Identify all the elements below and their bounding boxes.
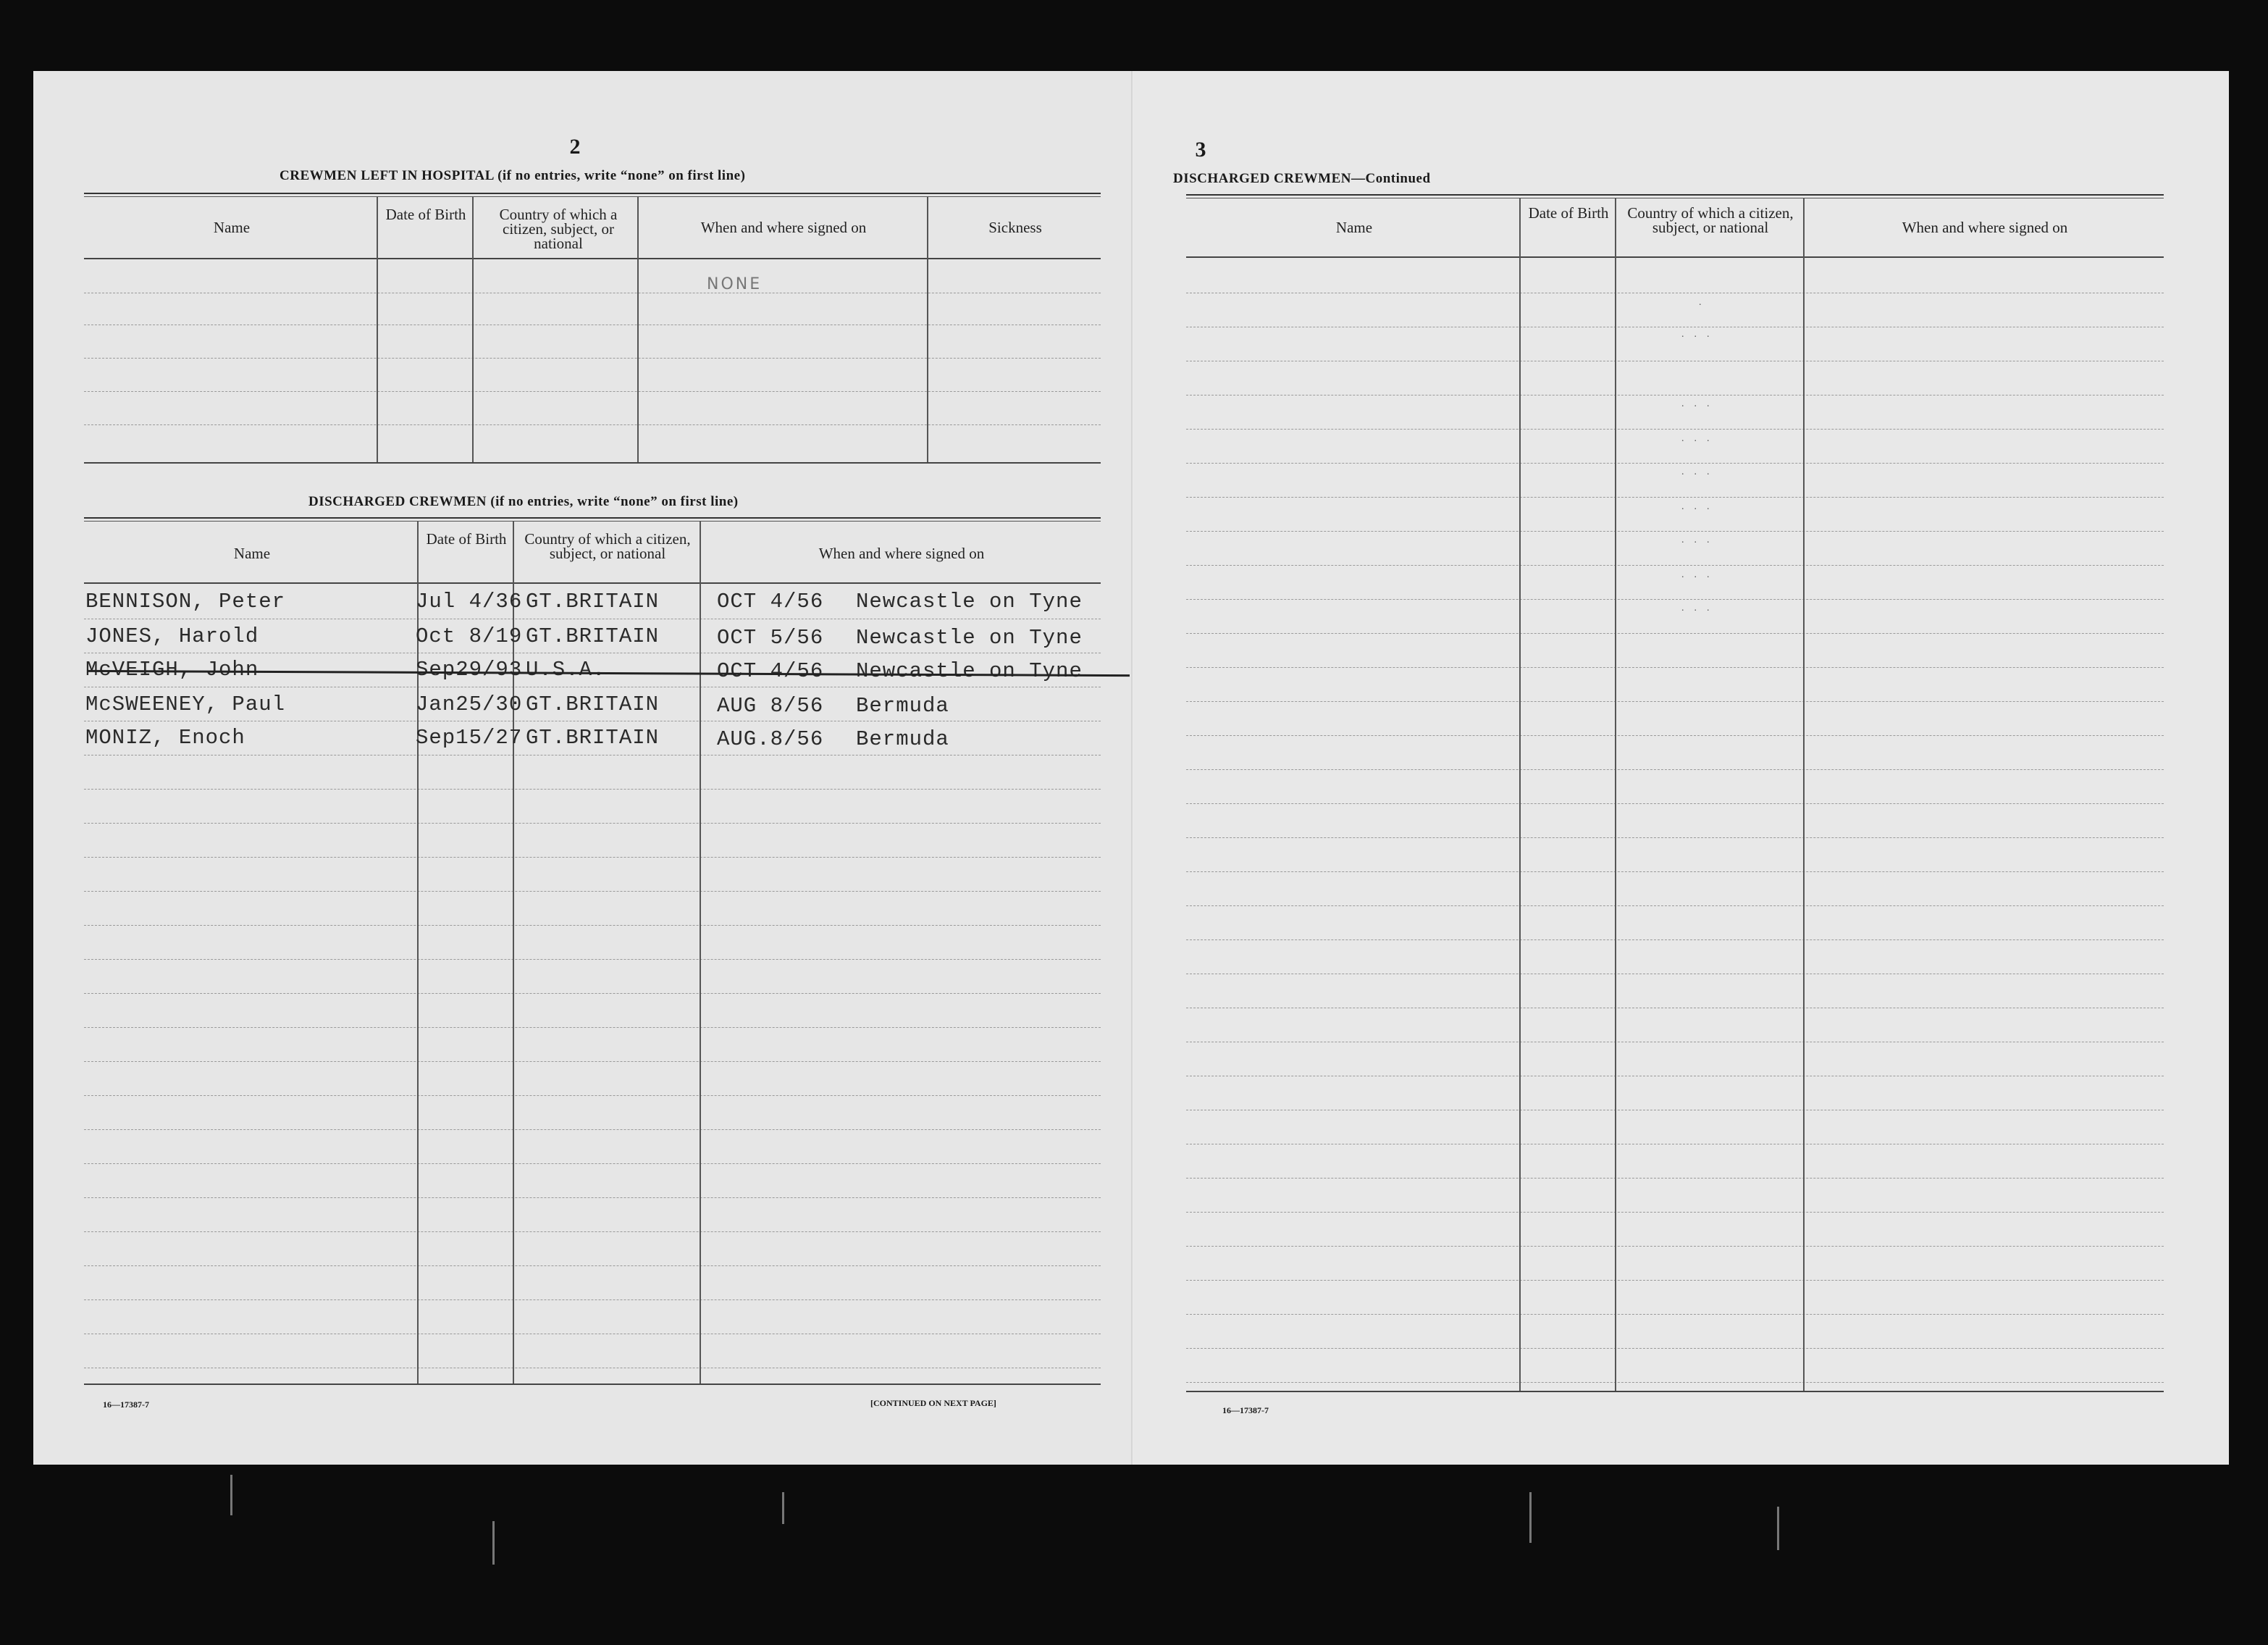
right-header-signed: When and where signed on — [1902, 219, 2068, 236]
scanned-document — [33, 71, 2229, 1465]
crew-signed-place: Newcastle on Tyne — [856, 590, 1083, 614]
row-line — [84, 1231, 1101, 1232]
hospital-header-rule — [84, 258, 1101, 259]
film-edge-mark — [1777, 1507, 1779, 1550]
hospital-header-dob: Date of Birth — [385, 206, 466, 223]
column-divider — [472, 197, 474, 462]
crew-country: GT.BRITAIN — [526, 726, 660, 750]
discharged-continued-title: DISCHARGED CREWMEN—Continued — [1173, 171, 1431, 186]
page-number: 2 — [569, 135, 581, 159]
crew-country: GT.BRITAIN — [526, 692, 660, 716]
row-line — [1186, 463, 2164, 464]
column-divider — [1615, 198, 1616, 1391]
discharged-top-rule — [84, 517, 1101, 522]
row-line — [84, 358, 1101, 359]
faint-dots: ... — [1681, 501, 1720, 512]
row-line — [1186, 803, 2164, 804]
film-edge-mark — [230, 1475, 232, 1515]
row-line — [84, 789, 1101, 790]
row-line — [84, 857, 1101, 858]
crew-signed-place: Newcastle on Tyne — [856, 626, 1083, 650]
form-number: 16—17387-7 — [1222, 1405, 1269, 1415]
right-top-rule — [1186, 194, 2164, 198]
column-divider — [700, 522, 701, 1384]
row-line — [1186, 1280, 2164, 1281]
crew-signed-date: OCT 4/56 — [717, 659, 824, 683]
hospital-none-entry: NONE — [707, 275, 763, 293]
right-header-name: Name — [1335, 219, 1373, 236]
crew-signed-date: AUG.8/56 — [717, 727, 824, 751]
row-line — [1186, 599, 2164, 600]
row-line — [84, 891, 1101, 892]
row-line — [1186, 1348, 2164, 1349]
page-number: 3 — [1195, 138, 1206, 162]
row-line — [84, 1061, 1101, 1062]
row-line — [1186, 497, 2164, 498]
faint-dots: ... — [1681, 433, 1720, 444]
crew-name: McSWEENEY, Paul — [85, 692, 286, 716]
row-line — [84, 925, 1101, 926]
row-line — [1186, 531, 2164, 532]
row-line — [1186, 1212, 2164, 1213]
crew-dob: Jul 4/36 — [416, 590, 523, 614]
crew-dob: Sep29/93 — [416, 658, 523, 682]
hospital-header-country: Country of which a citizen, subject, or national — [499, 206, 618, 252]
crew-dob: Oct 8/19 — [416, 624, 523, 648]
crew-name: MONIZ, Enoch — [85, 726, 245, 750]
right-header-rule — [1186, 256, 2164, 258]
row-line — [1186, 735, 2164, 736]
discharged-header-name: Name — [233, 545, 271, 562]
hospital-header-signed: When and where signed on — [700, 219, 867, 236]
faint-dots: ... — [1681, 603, 1720, 614]
crew-name: McVEIGH, John — [85, 658, 259, 682]
faint-dots: ... — [1681, 398, 1720, 409]
hospital-top-rule — [84, 193, 1101, 197]
faint-dots: ... — [1681, 466, 1720, 477]
row-line — [1186, 939, 2164, 940]
film-edge-mark — [492, 1521, 495, 1565]
column-divider — [513, 522, 514, 1384]
row-line — [1186, 871, 2164, 872]
right-header-dob: Date of Birth — [1528, 204, 1609, 222]
faint-dots: ... — [1681, 535, 1720, 545]
row-line — [1186, 1382, 2164, 1383]
crew-country: GT.BRITAIN — [526, 590, 660, 614]
crew-name: BENNISON, Peter — [85, 590, 286, 614]
discharged-bottom-rule — [84, 1384, 1101, 1385]
discharged-header-dob: Date of Birth — [426, 530, 507, 548]
row-line — [1186, 1246, 2164, 1247]
left-page — [33, 71, 1134, 1465]
hospital-bottom-rule — [84, 462, 1101, 464]
row-line — [84, 1027, 1101, 1028]
column-divider — [417, 522, 419, 1384]
row-line — [84, 1095, 1101, 1096]
row-line — [1186, 1314, 2164, 1315]
hospital-header-sickness: Sickness — [988, 219, 1042, 236]
row-line — [1186, 667, 2164, 668]
faint-dots: . — [1699, 297, 1712, 308]
crew-signed-place: Bermuda — [856, 727, 949, 751]
faint-dots: ... — [1681, 569, 1720, 580]
row-line — [84, 424, 1101, 425]
faint-dots: ... — [1681, 329, 1720, 340]
discharged-header-signed: When and where signed on — [818, 545, 985, 562]
film-edge-mark — [782, 1492, 784, 1524]
crew-signed-place: Bermuda — [856, 694, 949, 718]
row-line — [84, 1163, 1101, 1164]
row-line — [84, 1197, 1101, 1198]
crew-name: JONES, Harold — [85, 624, 259, 648]
discharged-header-country: Country of which a citizen, subject, or national — [524, 530, 691, 562]
continued-note: [CONTINUED ON NEXT PAGE] — [870, 1398, 996, 1408]
column-divider — [1519, 198, 1521, 1391]
hospital-header-name: Name — [213, 219, 251, 236]
crew-signed-date: AUG 8/56 — [717, 694, 824, 718]
crew-signed-date: OCT 4/56 — [717, 590, 824, 614]
column-divider — [377, 197, 378, 462]
row-line — [84, 1129, 1101, 1130]
crew-country: U.S.A. — [526, 658, 606, 682]
right-bottom-rule — [1186, 1391, 2164, 1392]
row-line — [84, 823, 1101, 824]
row-line — [1186, 701, 2164, 702]
crew-dob: Sep15/27 — [416, 726, 523, 750]
crew-country: GT.BRITAIN — [526, 624, 660, 648]
row-line — [84, 1299, 1101, 1300]
crew-signed-place: Newcastle on Tyne — [856, 659, 1083, 683]
form-number: 16—17387-7 — [103, 1399, 149, 1410]
discharged-header-rule — [84, 582, 1101, 584]
film-edge-mark — [1529, 1492, 1532, 1543]
column-divider — [927, 197, 928, 462]
crew-signed-date: OCT 5/56 — [717, 626, 824, 650]
right-header-country: Country of which a citizen, subject, or national — [1627, 204, 1794, 236]
column-divider — [1803, 198, 1805, 1391]
discharged-section-title: DISCHARGED CREWMEN (if no entries, write “none” on first line) — [308, 494, 739, 509]
row-line — [84, 993, 1101, 994]
row-line — [84, 391, 1101, 392]
row-line — [84, 1265, 1101, 1266]
column-divider — [637, 197, 639, 462]
row-line — [1186, 905, 2164, 906]
row-line — [84, 959, 1101, 960]
right-page — [1134, 71, 2229, 1465]
hospital-section-title: CREWMEN LEFT IN HOSPITAL (if no entries, write “none” on first line) — [280, 168, 746, 183]
row-line — [1186, 1178, 2164, 1179]
row-line — [1186, 429, 2164, 430]
row-line — [1186, 769, 2164, 770]
row-line — [1186, 565, 2164, 566]
row-line — [1186, 633, 2164, 634]
crew-dob: Jan25/30 — [416, 692, 523, 716]
row-line — [1186, 837, 2164, 838]
